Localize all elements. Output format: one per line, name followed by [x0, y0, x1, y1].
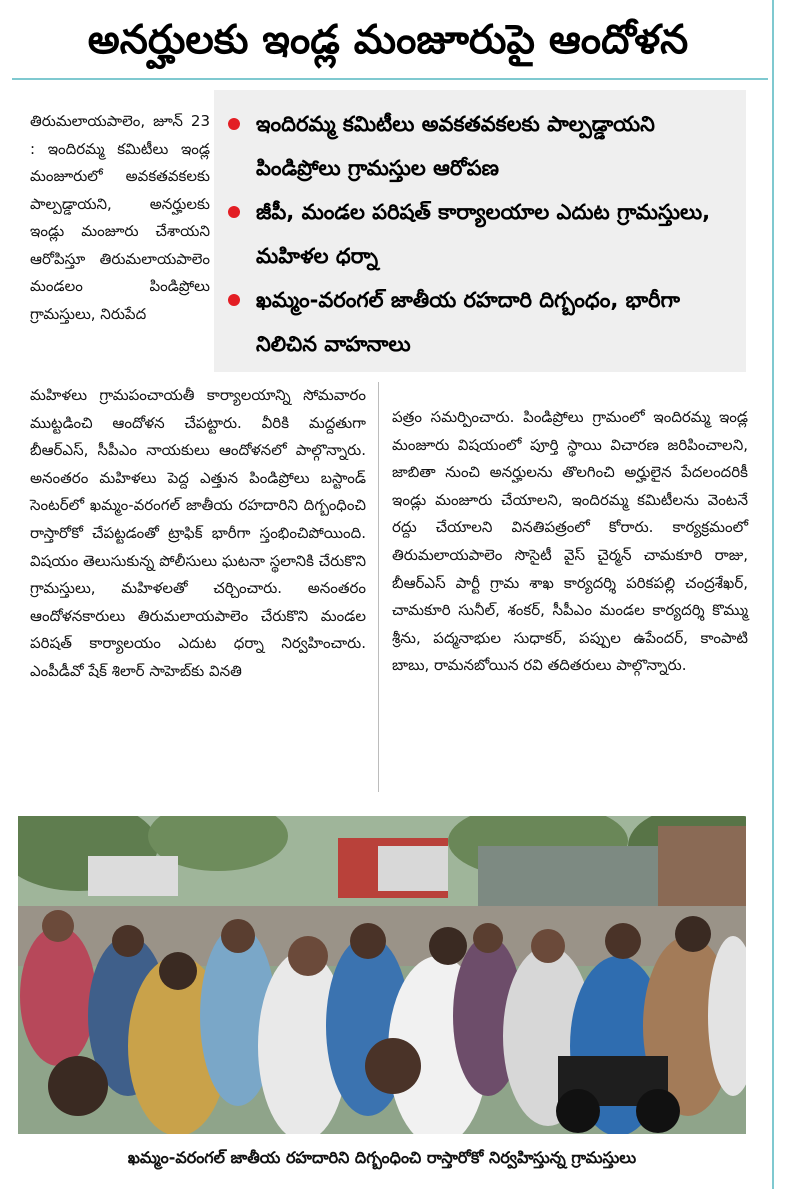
highlight-text: ఖమ్మం-వరంగల్ జాతీయ రహదారి దిగ్బంధం, భారీగా నిలిచిన వాహనాలు: [256, 288, 680, 356]
column-divider: [378, 382, 379, 792]
article-headline: అనర్హులకు ఇండ్ల మంజూరుపై ఆందోళన: [87, 17, 689, 63]
highlight-item: [228, 102, 736, 190]
highlight-text: జీపీ, మండల పరిషత్ కార్యాలయాల ఎదుట గ్రామస్తులు, మహిళల ధర్నా: [256, 200, 711, 268]
news-photo: [18, 816, 746, 1134]
article-intro-paragraph: తిరుమలాయపాలెం, జూన్ 23 : ఇందిరమ్మ కమిటీలు ఇండ్ల మంజూరులో అవకతవకలకు పాల్పడ్డాయని, అనర్హులకు ఇండ్లు మంజూరు చేశాయని ఆరోపిస్తూ తిరుమలాయపాలెం మండలం పిండిప్రోలు గ్రామస్తులు, నిరుపేద: [30, 112, 210, 323]
headline-divider: [12, 78, 768, 80]
page-edge-rule: [772, 0, 774, 1189]
highlight-text: ఇందిరమ్మ కమిటీలు అవకతవకలకు పాల్పడ్డాయని పిండిప్రోలు గ్రామస్తుల ఆరోపణ: [256, 112, 655, 180]
highlight-item: [228, 190, 736, 278]
highlight-item: [228, 278, 736, 366]
red-bullet-icon: [228, 294, 240, 306]
red-bullet-icon: [228, 118, 240, 130]
photo-caption: ఖమ్మం-వరంగల్ జాతీయ రహదారిని దిగ్బంధించి రాస్తారోకో నిర్వహిస్తున్న గ్రామస్తులు: [127, 1148, 637, 1167]
article-body-left-column: మహిళలు గ్రామపంచాయతీ కార్యాలయాన్ని సోమవారం ముట్టడించి ఆందోళన చేపట్టారు. వీరికి మద్దతుగా బీఆర్ఎస్, సీపీఎం నాయకులు ఆందోళనలో పాల్గొన్నారు. అనంతరం మహిళలు పెద్ద ఎత్తున పిండిప్రోలు బస్టాండ్ సెంటర్‌లో ఖమ్మం-వరంగల్ జాతీయ రహదారిని దిగ్బంధించి రాస్తారోకో చేపట్టడంతో ట్రాఫిక్ భారీగా స్తంభించిపోయింది. విషయం తెలుసుకున్న పోలీసులు ఘటనా స్థలానికి చేరుకొని గ్రామస్తులు, మహిళలతో చర్చించారు. అనంతరం ఆందోళనకారులు తిరుమలాయపాలెం చేరుకొని మండల పరిషత్ కార్యాలయం ఎదుట ధర్నా నిర్వహించారు. ఎంపీడీవో షేక్ శిలార్ సాహెబ్‌కు వినతి: [30, 386, 366, 680]
red-bullet-icon: [228, 206, 240, 218]
highlights-box: [214, 90, 746, 372]
article-body-right-column: పత్రం సమర్పించారు. పిండిప్రోలు గ్రామంలో ఇందిరమ్మ ఇండ్ల మంజూరు విషయంలో పూర్తి స్థాయి విచారణ జరిపించాలని, జాబితా నుంచి అనర్హులను తొలగించి అర్హులైన పేదలందరికీ ఇండ్లు మంజూరు చేయాలని, ఇందిరమ్మ కమిటీలను వెంటనే రద్దు చేయాలని వినతిపత్రంలో కోరారు. కార్యక్రమంలో తిరుమలాయపాలెం సొసైటీ వైస్ చైర్మన్ చామకూరి రాజు, బీఆర్ఎస్ పార్టీ గ్రామ శాఖ కార్యదర్శి పరికపల్లి చంద్రశేఖర్, చామకూరి సునీల్, శంకర్, సీపీఎం మండల కార్యదర్శి కొమ్ము శ్రీను, పద్మనాభుల సుధాకర్, పప్పుల ఉపేందర్, కాంపాటి బాబు, రామనబోయిన రవి తదితరులు పాల్గొన్నారు.: [392, 408, 748, 675]
